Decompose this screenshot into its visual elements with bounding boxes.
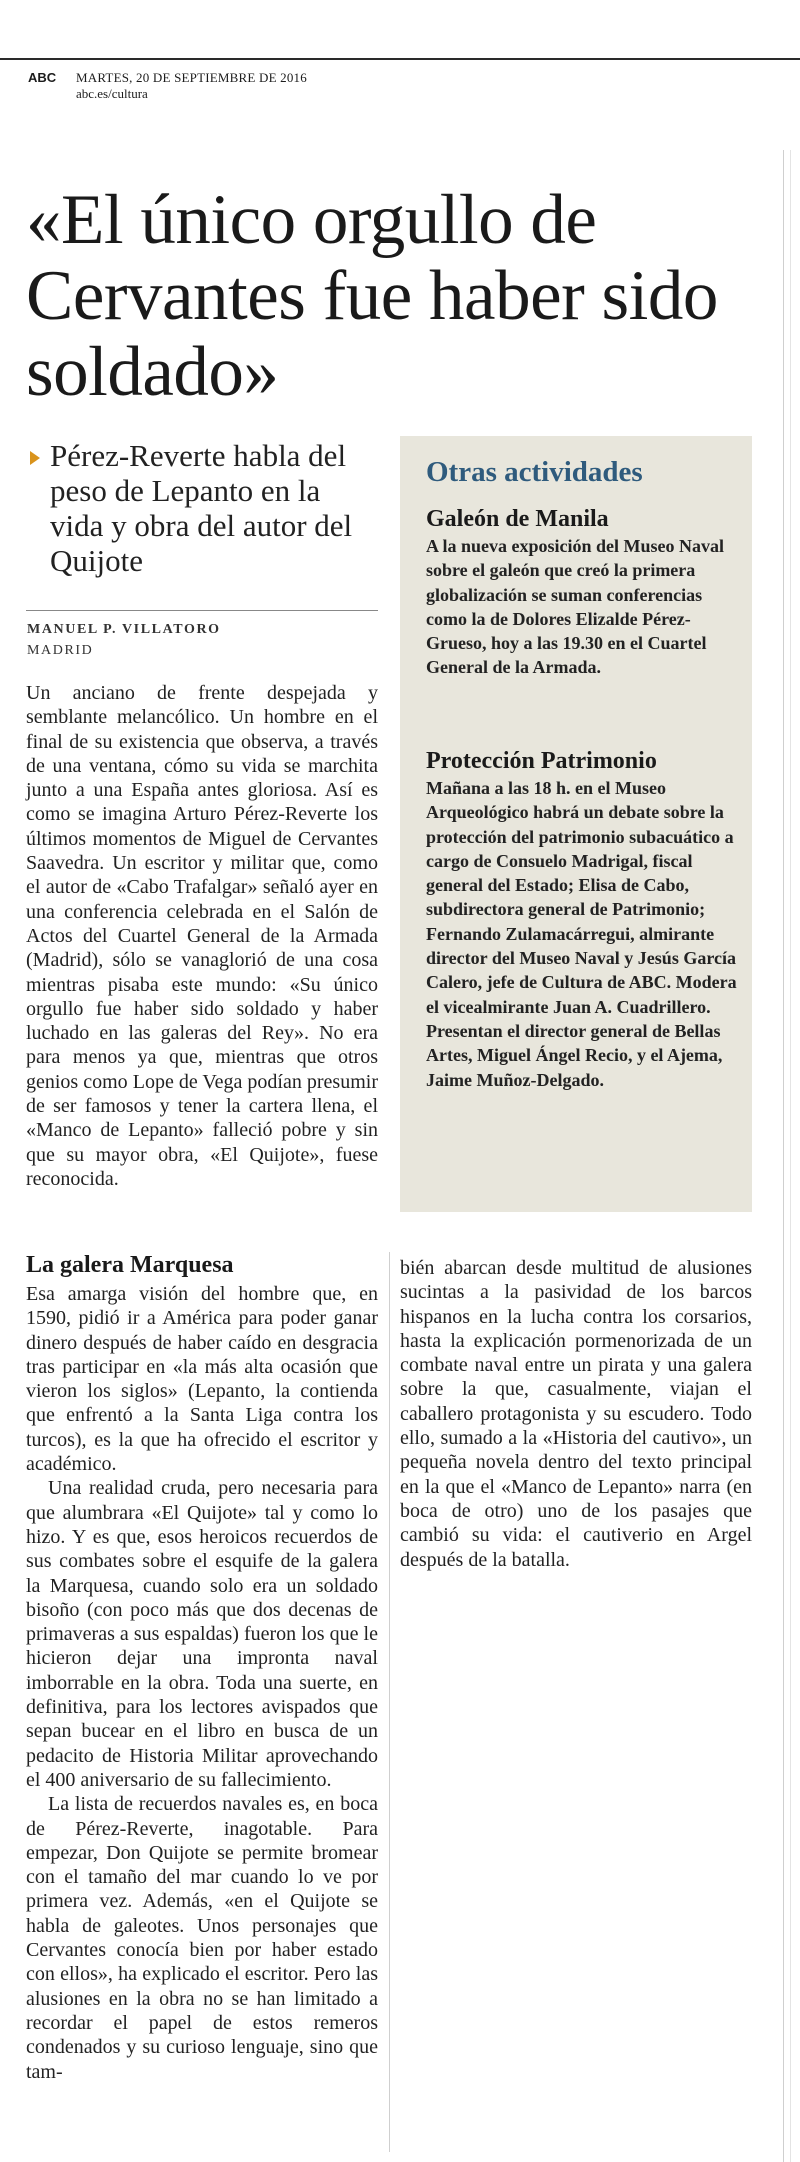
body-paragraph-1: Esa amarga visión del hombre que, en 1590, pidió ir a América para poder ganar dinero después de haber caído en desgracia tras participar en «la más alta ocasión que vieron los siglos» (Lepanto, la contienda que enfrentó a la Santa Liga contra los turcos), es la que ha ofrecido el escritor y académico. [26, 1283, 378, 1476]
article-subhead: Pérez-Reverte habla del peso de Lepanto en la vida y obra del autor del Quijote [50, 438, 353, 578]
article-author: MANUEL P. VILLATORO [27, 622, 221, 637]
page-edge-line [783, 150, 784, 2162]
masthead-url[interactable]: abc.es/cultura [76, 86, 148, 101]
sidebar-box [400, 436, 752, 1212]
article-body-column-2 [400, 1256, 752, 1572]
article-lead-column [26, 681, 378, 1191]
article-headline: «El único orgullo de Cervantes fue haber sido soldado» [26, 181, 718, 411]
column-divider [389, 1252, 390, 2152]
body-paragraph-3: La lista de recuerdos navales es, en boca de Pérez-Reverte, inagotable. Para empezar, Don Quijote se permite bromear con el tamaño del mar cuando lo ve por primera vez. Además, «en el Quijote se habla de galeotes. Unos personajes que Cervantes conocía bien por haber estado con ellos», ha explicado el escritor. Pero las alusiones en la obra no se han limitado a recordar el papel de estos remeros condenados y su curioso lenguaje, sino que tam- [26, 1793, 378, 2083]
top-rule [0, 58, 800, 60]
sidebar-item-galeon [426, 504, 740, 680]
sidebar-item-title: Galeón de Manila [426, 506, 609, 532]
page-edge-line-2 [790, 150, 791, 2162]
sidebar-item-patrimonio [426, 746, 740, 1092]
masthead-brand: ABC [28, 70, 57, 85]
masthead-date: MARTES, 20 DE SEPTIEMBRE DE 2016 [76, 70, 307, 85]
article-body-column-1 [26, 1250, 378, 2084]
subhead-arrow-icon [30, 451, 40, 465]
article-city: MADRID [27, 643, 94, 658]
sidebar-item-text: A la nueva exposición del Museo Naval sobre el galeón que creó la primera globalización se suman conferencias como la de Dolores Elizalde Pérez-Grueso, hoy a las 19.30 en el Cuartel General de la Armada. [426, 536, 725, 678]
body-paragraph-4: bién abarcan desde multitud de alusiones sucintas a la pasividad de los barcos hispanos en la lucha contra los corsarios, hasta la explicación pormenorizada de un combate naval entre un pirata y una galera sobre la que, casualmente, viajan el caballero protagonista y su escudero. Todo ello, sumado a la «Historia del cautivo», un pequeña novela dentro del texto principal en la que el «Manco de Lepanto» narra (en boca de otro) uno de los pasajes que cambió su vida: el cautiverio en Argel después de la batalla. [400, 1257, 752, 1571]
sidebar-item-title: Protección Patrimonio [426, 748, 657, 774]
section-title: La galera Marquesa [26, 1252, 234, 1278]
byline-rule [26, 610, 378, 611]
sidebar-item-text: Mañana a las 18 h. en el Museo Arqueológico habrá un debate sobre la protección del patrimonio subacuático a cargo de Consuelo Madrigal, fiscal general del Estado; Elisa de Cabo, subdirectora general de Patrimonio; Fernando Zulamacárregui, almirante director del Museo Naval y Jesús García Calero, jefe de Cultura de ABC. Modera el vicealmirante Juan A. Cuadrillero. Presentan el director general de Bellas Artes, Miguel Ángel Recio, y el Ajema, Jaime Muñoz-Delgado. [426, 778, 737, 1090]
sidebar-title: Otras actividades [426, 456, 643, 488]
body-paragraph-2: Una realidad cruda, pero necesaria para que alumbrara «El Quijote» tal y como lo hizo. Y es que, esos heroicos recuerdos de sus combates sobre el esquife de la galera la Marquesa, cuando solo era un soldado bisoño (con poco más que dos decenas de primaveras a sus espaldas) fueron los que le hicieron dejar una impronta naval imborrable en la obra. Toda una suerte, en definitiva, para los lectores avispados que sepan bucear en el libro en busca de un pedacito de Historia Militar aprovechando el 400 aniversario de su fallecimiento. [26, 1477, 378, 1791]
article-lead: Un anciano de frente despejada y semblante melancólico. Un hombre en el final de su existencia que observa, a través de una ventana, cómo su vida se marchita junto a una España antes gloriosa. Así es como se imagina Arturo Pérez-Reverte los últimos momentos de Miguel de Cervantes Saavedra. Un escritor y militar que, como el autor de «Cabo Trafalgar» señaló ayer en una conferencia celebrada en el Salón de Actos del Cuartel General de la Armada (Madrid), sólo se vanaglorió de una cosa mientras pisaba este mundo: «Su único orgullo fue haber sido soldado y haber luchado en las galeras del Rey». No era para menos ya que, mientras que otros genios como Lope de Vega podían presumir de ser famosos y tener la cartera llena, el «Manco de Lepanto» falleció pobre y sin que su mayor obra, «El Quijote», fuese reconocida. [26, 682, 378, 1190]
